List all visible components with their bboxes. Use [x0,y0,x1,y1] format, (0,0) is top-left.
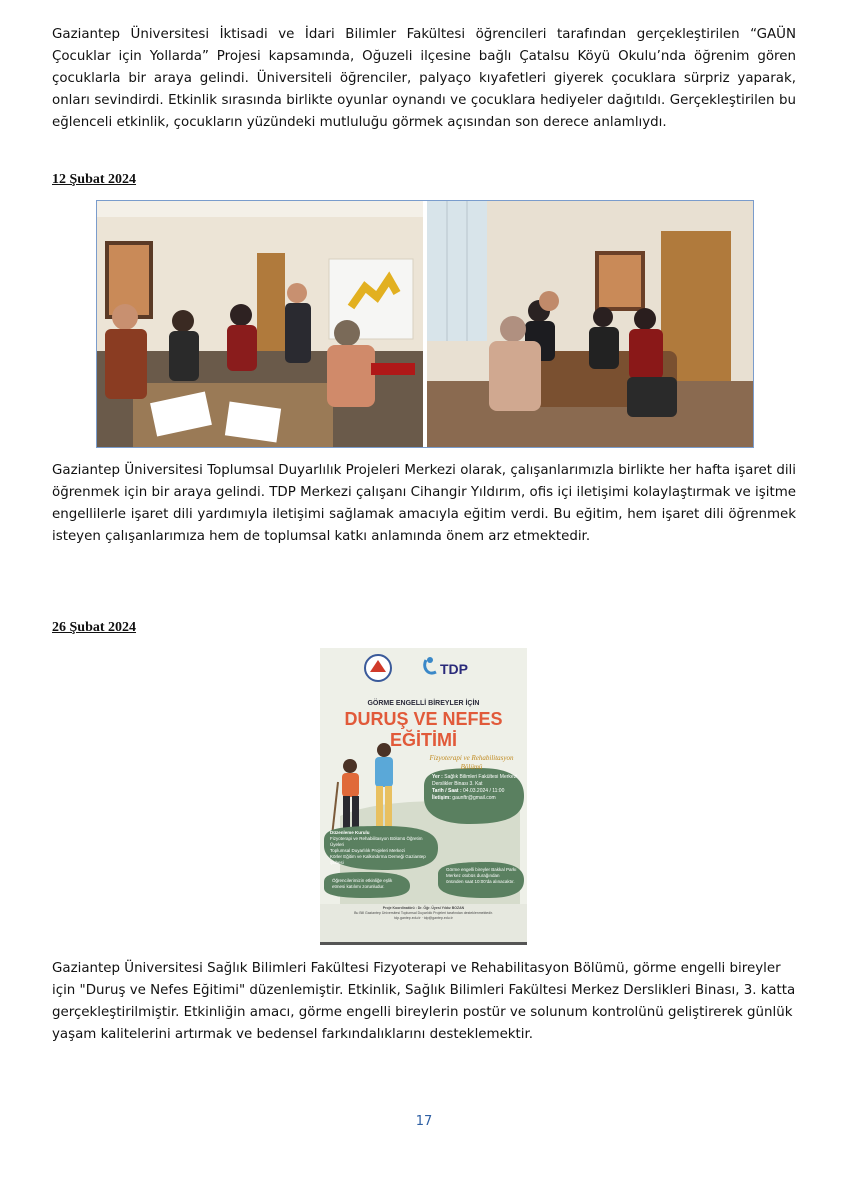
poster-org-2: Toplumsal Duyarlılık Projeleri Merkezi [330,848,406,853]
photo-collage [96,200,754,448]
poster-info-tarih: 04.03.2024 / 11:00 [463,788,505,794]
poster-title-line2: EĞİTİMİ [390,730,457,750]
poster-footer-1: Proje Koordinatörü : Dr. Öğr. Üyesi Yıldız BOZAN [382,906,465,910]
poster-org-3: Körler Eğitim ve Kalkındırma Derneği Gaziantep Şubesi [330,854,426,865]
poster-info-yer: Sağlık Bilimleri Fakültesi Merkezi Derslikler Binası 3. Kat [432,774,518,787]
poster-footer-3: tdp.gantep.edu.tr · tdp@gantep.edu.tr [394,916,453,920]
photo-sign-language-class-right [427,201,753,447]
paragraph-clown-event: Gaziantep Üniversitesi İktisadi ve İdari Bilimler Fakültesi öğrencileri tarafından gerçekleştirilen “GAÜN Çocuklar için Yollarda” Projesi kapsamında, Oğuzeli ilçesine bağlı Çatalsu Köyü Okulu’nda öğrenim gören çocuklarla bir araya gelindi. Üniversiteli öğrenciler, palyaço kıyafetleri giyerek çocuklara sürpriz yaparak, onları sevindirdi. Etkinlik sırasında birlikte oyunlar oynandı ve çocuklara hediyeler dağıtıldı. Gerçekleştirilen bu eğlenceli etkinlik, çocukların yüzündeki mutluluğu görmek açısından son derece anlamlıydı. [52,27,796,130]
poster-footer [326,906,521,921]
paragraph-posture-breathing: Gaziantep Üniversitesi Sağlık Bilimleri Fakültesi Fizyoterapi ve Rehabilitasyon Bölümü, görme engelli bireyler için "Duruş ve Nefes Eğitimi" düzenlemiştir. Etkinlik, Sağlık Bilimleri Fakültesi Merkez Derslikleri Binası, 3. katta gerçekleştirilmiştir. Etkinliğin amacı, görme engelli bireylerin postür ve solunum kontrolünü geliştirerek günlük yaşam kalitelerini artırmak ve bedensel farkındalıklarını desteklemektir. [52,961,796,1042]
page-number: 17 [415,1114,433,1129]
poster-footer-2: Bu Bill Gaziantep Üniversitesi Toplumsal Duyarlılık Projeleri tarafından desteklenmektedir. [354,911,493,915]
poster-bubble-right: Görme engelli bireyler Bakkal Parkı Merkez otobüs durağından önünden saat 10:00'da alınacaktır. [446,867,517,884]
poster-org-label: Düzenleme Kurulu [330,830,370,835]
poster-bubble-left: Öğrencilerimizin etkinliğe eşlik etmesi katılımı zorunludur. [332,878,393,889]
poster-organizers [330,830,434,866]
poster-info-iletisim: gaunftr@gmail.com [452,795,496,801]
poster-logo-text: TDP [440,661,468,677]
date-heading-26-feb: 26 Şubat 2024 [52,620,137,635]
photo-sign-language-class-left [97,201,423,447]
poster-subtitle-line1: Fizyoterapi ve Rehabilitasyon [429,754,514,762]
poster-heading: GÖRME ENGELLİ BİREYLER İÇİN [367,700,480,707]
poster-org-1: Fizyoterapi ve Rehabilitasyon Bölümü Öğretim Üyeleri [330,836,423,847]
event-poster [320,648,527,945]
poster-info-yer-label: Yer : [432,774,443,780]
poster-subtitle-line2: Bölümü [460,763,483,771]
poster-info-box [432,774,520,802]
paragraph-sign-language: Gaziantep Üniversitesi Toplumsal Duyarlılık Projeleri Merkezi olarak, çalışanlarımızla birlikte her hafta işaret dili öğrenmek için bir araya gelindi. TDP Merkezi çalışanı Cihangir Yıldırım, ofis içi iletişimi kolaylaştırmak ve işitme engellilerle işaret dili yardımıyla iletişimi sağlamak amacıyla eğitim verdi. Bu eğitim, hem işaret dili öğrenmek isteyen çalışanlarımıza hem de toplumsal katkı anlamında önem arz etmektedir. [52,463,796,544]
date-heading-12-feb: 12 Şubat 2024 [52,172,137,187]
poster-title-line1: DURUŞ VE NEFES [344,709,503,729]
poster-info-tarih-label: Tarih / Saat : [432,788,462,794]
poster-info-iletisim-label: İletişim: [432,795,451,801]
